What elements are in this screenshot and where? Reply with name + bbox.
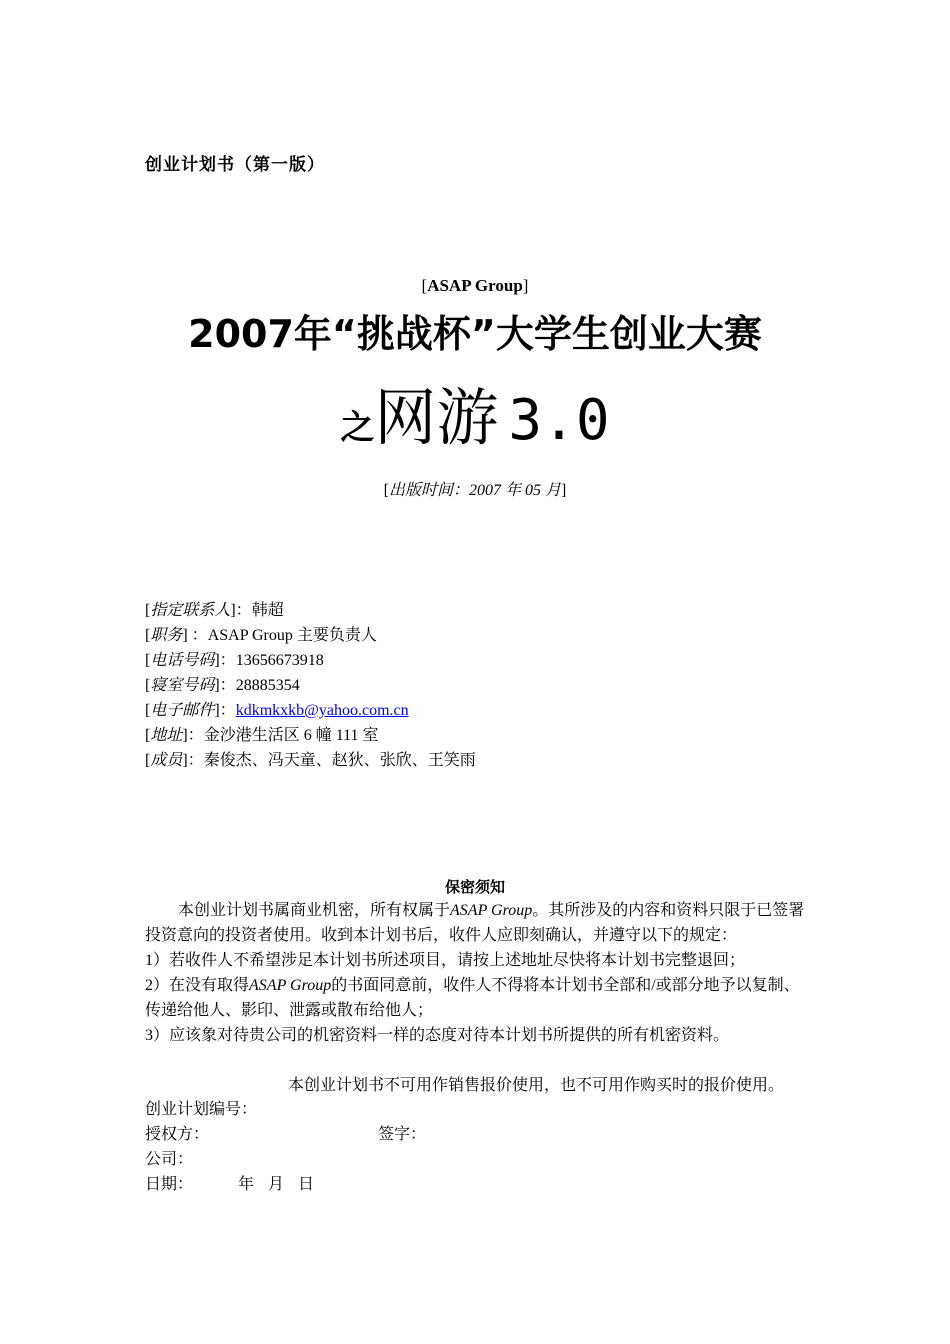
date-field: 日期： 年 月 日 — [145, 1176, 315, 1193]
contact-row: [职务] ：ASAP Group 主要负责人 — [145, 627, 377, 644]
grantee-field: 授权方： 签字： — [145, 1122, 328, 1147]
contact-label: 职务 — [150, 627, 183, 644]
rule-item-3: 3）应该象对待贵公司的机密资料一样的态度对待本计划书所提供的所有机密资料。 — [145, 1027, 730, 1044]
contact-row: [指定联系人]：韩超 — [145, 602, 284, 619]
title-version: 3.0 — [508, 388, 610, 453]
confidentiality-title: 保密须知 — [444, 878, 505, 896]
contact-value: 秦俊杰、冯天童、赵狄、张欣、王笑雨 — [203, 752, 476, 769]
edition-label: 创业计划书（第一版） — [145, 155, 325, 175]
contact-value: 韩超 — [251, 602, 284, 619]
contact-row: [电话号码]：13656673918 — [145, 652, 324, 669]
not-for-sale-notice: 本创业计划书不可用作销售报价使用，也不可用作购买时的报价使用。 — [288, 1077, 785, 1094]
contact-value: 13656673918 — [235, 652, 324, 669]
contact-row: [地址]：金沙港生活区 6 幢 111 室 — [145, 727, 379, 744]
signature-field: 签字： — [378, 1126, 427, 1143]
contact-value: ASAP Group 主要负责人 — [207, 627, 377, 644]
signature-block — [145, 1097, 427, 1197]
publication-date-text: 出版时间：2007 年 05 月 — [388, 482, 561, 499]
contact-label: 电话号码 — [150, 652, 215, 669]
rule-item-2: 2）在没有取得ASAP Group的书面同意前，收件人不得将本计划书全部和/或部分地予以复制、传递给他人、影印、泄露或散布给他人； — [145, 977, 800, 1019]
group-name-line — [0, 276, 950, 296]
title-line-2 — [0, 368, 950, 457]
contact-row: [电子邮件]：kdkmkxkb@yahoo.com.cn — [145, 702, 409, 719]
contact-label: 寝室号码 — [150, 677, 215, 694]
publication-date: [出版时间：2007 年 05 月] — [383, 482, 567, 499]
plan-number-field: 创业计划编号： — [145, 1101, 258, 1118]
title-prefix: 之 — [340, 408, 375, 448]
contact-label: 指定联系人 — [150, 602, 231, 619]
rule-item-1: 1）若收件人不希望涉足本计划书所述项目，请按上述地址尽快将本计划书完整退回； — [145, 952, 746, 969]
email-link[interactable]: kdkmkxkb@yahoo.com.cn — [235, 702, 409, 719]
confidentiality-paragraph: 本创业计划书属商业机密，所有权属于ASAP Group。其所涉及的内容和资料只限于已签署投资意向的投资者使用。收到本计划书后，收件人应即刻确认，并遵守以下的规定： — [145, 902, 805, 944]
contact-value: 金沙港生活区 6 幢 111 室 — [203, 727, 379, 744]
group-name: ASAP Group — [427, 276, 523, 295]
title-line-1: 2007年“挑战杯”大学生创业大赛 — [188, 312, 762, 356]
bracket-close: ] — [522, 276, 529, 295]
contact-label: 电子邮件 — [150, 702, 215, 719]
contact-row: [寝室号码]：28885354 — [145, 677, 300, 694]
title-product-name: 网游 — [374, 381, 499, 454]
company-field: 公司： — [145, 1151, 194, 1168]
contact-label: 地址 — [150, 727, 183, 744]
contact-value: 28885354 — [235, 677, 300, 694]
contact-row: [成员]：秦俊杰、冯天童、赵狄、张欣、王笑雨 — [145, 752, 476, 769]
contact-block — [145, 598, 476, 773]
bracket-open: [ — [421, 276, 428, 295]
confidentiality-body — [145, 898, 810, 1048]
contact-label: 成员 — [150, 752, 183, 769]
